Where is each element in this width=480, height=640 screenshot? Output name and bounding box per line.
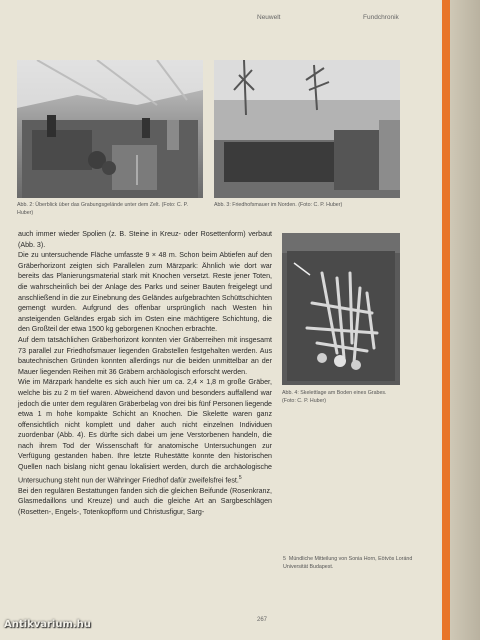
- watermark-text: Antikvarium.hu: [4, 619, 91, 630]
- paragraph: Auf dem tatsächlichen Gräberhorizont konnten vier Gräberreihen mit insgesamt 73 parallel zur Friedhofsmauer liegenden Grabstellen festgehalten werden. Aus bautechnischen Gründen konnten allerdings nur die beiden unmittelbar an der Mauer liegenden Reihen mit 36 Gräbern archäologisch erforscht werden.: [18, 335, 272, 376]
- paragraph: Die zu untersuchende Fläche umfasste 9 × 48 m. Schon beim Abtiefen auf den Gräberhorizont zeigten sich Parallelen zum Märzpark: Ähnlich wie dort war bereits das Planierungsmaterial stark mit Knochen versetzt. Reste jener Toten, die wahrscheinlich bei der Anlage des Parks und seiner Bauten freigelegt und anschließend in die zur Einebnung des Geländes aufgebrachten Schüttschichten gemengt wurden. Aufgrund des offenbar ursprünglich nach Westen hin ansteigenden Geländes ergab sich im Osten eine mächtigere Schichtung, die den Großteil der etwa 1500 kg geborgenen Knochen erbrachte.: [18, 251, 272, 334]
- footnote-ref: 5: [238, 474, 242, 481]
- footnote: [283, 555, 423, 571]
- page-number: 267: [257, 617, 268, 623]
- paragraph-text: Wie im Märzpark handelte es sich auch hier um ca. 2,4 × 1,8 m große Gräber, welche bis zu 2 m tief waren. Abweichend davon und besonders auffallend war jedoch die unter dem regulären Gräberbelag von drei bis fünf Personen liegende etwa 1 m hohe kompakte Schicht an Knochen. Die Skelette waren ganz offensichtlich nicht komplett und daher auch nicht einzelnen Individuen zuordenbar (Abb. 4). Es dürfte sich dabei um jene Verstorbenen handeln, die nach ihrem Tod der Wissenschaft für anatomische Untersuchungen zur Verfügung gestanden haben. Ihre letzte Ruhestätte konnte den historischen Quellen nach bislang nicht genau lokalisiert werden, durch die archäologische Untersuchung steht nun der Währinger Friedhof dafür zweifelsfrei fest.: [18, 378, 272, 485]
- book-cover-edge: [450, 0, 480, 640]
- paragraph: [18, 377, 272, 485]
- figure-4-caption: Abb. 4: Skelettlage am Boden eines Grabes. (Foto: C. P. Huber): [282, 390, 387, 404]
- article-body: [18, 229, 272, 517]
- figure-3-caption: Abb. 3: Friedhofsmauer im Norden. (Foto: C. P. Huber): [214, 202, 343, 208]
- footnote-text: Mündliche Mitteilung von Sonia Horn, Eötvös Loránd Universität Budapest.: [283, 556, 413, 570]
- paragraph: Bei den regulären Bestattungen fanden sich die gleichen Beifunde (Rosenkranz, Glasmedaillons und Kreuze) und auch die gleiche Art an Sargbeschlägen (Rosetten-, Engels-, Totenkopfform und Christusfigur, Sarg-: [18, 486, 272, 516]
- footnote-number: 5: [283, 556, 286, 562]
- skeleton-photo: [282, 233, 400, 385]
- running-header-left: Neuwelt: [257, 14, 281, 21]
- cemetery-wall-photo: [214, 60, 400, 198]
- running-header-right: Fundchronik: [363, 14, 399, 21]
- paragraph: auch immer wieder Spolien (z. B. Steine in Kreuz- oder Rosettenform) verbaut (Abb. 3).: [18, 230, 272, 249]
- excavation-overview-photo: [17, 60, 203, 198]
- book-edge-orange: [442, 0, 450, 640]
- figure-2-caption: Abb. 2: Überblick über das Grabungsgelände unter dem Zelt. (Foto: C. P. Huber): [17, 202, 188, 216]
